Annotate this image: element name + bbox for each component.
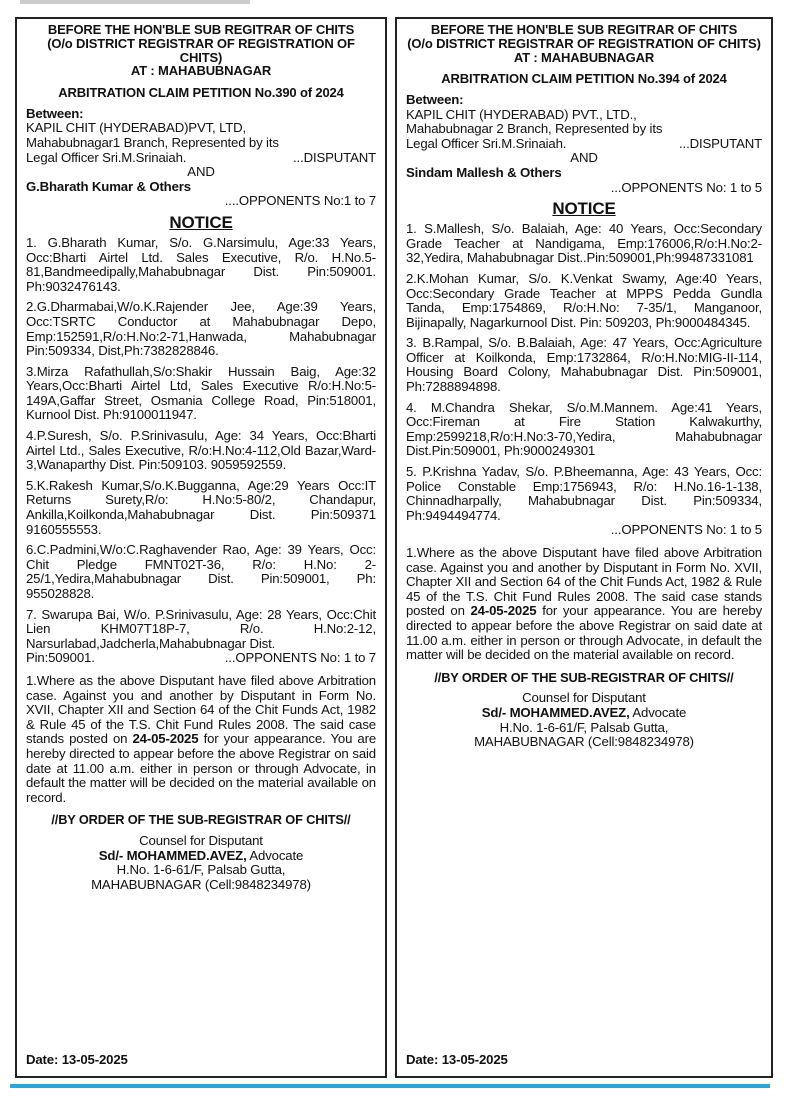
header-line: BEFORE THE HON'BLE SUB REGITRAR OF CHITS xyxy=(47,22,355,37)
opponent-item: 5. P.Krishna Yadav, S/o. P.Bheemanna, Age: 43 Years, Occ: Police Constable Emp:1756943, R/o: H.No.16-1-138, Chinnadharpally, Mahabubnagar Dist. Pin:509334, Ph:9494494774. xyxy=(406,464,762,523)
address-line: MAHABUBNAGAR (Cell:9848234978) xyxy=(474,734,694,750)
counsel-label: Counsel for Disputant xyxy=(139,832,263,848)
header-line: BEFORE THE HON'BLE SUB REGITRAR OF CHITS xyxy=(430,22,738,37)
counsel-label: Counsel for Disputant xyxy=(522,690,646,706)
header-line: AT : MAHABUBNAGAR xyxy=(513,49,655,65)
opponent-item-7-text: 7. Swarupa Bai, W/o. P.Srinivasulu, Age: 28 Years, Occ:Chit Lien KHM07T18P-7, R/o. H.No:2-12, Narsurlabad,Jadcherla,Mahabubnagar Dist. xyxy=(26,606,376,651)
advocate-title: Advocate xyxy=(249,847,304,863)
notice-title: NOTICE xyxy=(169,212,233,232)
opponent-item: 2.K.Mohan Kumar, S/o. K.Venkat Swamy, Age:40 Years, Occ:Secondary Grade Teacher at MPPS Pedda Gundla Tanda, Emp:1754869, R/o:H.No: 7-35/1, Manganoor, Bijinapally, Nagarkurnool Dist. Pin: 509203, Ph:9000484345. xyxy=(406,270,762,330)
between-label: Between: xyxy=(26,105,84,121)
signature-block xyxy=(406,691,762,749)
advocate-title: Advocate xyxy=(632,704,687,720)
claim-petition-number: ARBITRATION CLAIM PETITION No.390 of 2024 xyxy=(58,85,344,101)
order-line: //BY ORDER OF THE SUB-REGISTRAR OF CHITS// xyxy=(51,812,351,828)
disputant-officer: Legal Officer Sri.M.Srinaiah. xyxy=(26,149,187,165)
opponent-tag: ....OPPONENTS No:1 to 7 xyxy=(224,193,376,209)
advocate-line xyxy=(26,849,376,864)
advocate-name: Sd/- MOHAMMED.AVEZ, xyxy=(481,704,630,720)
address-line: H.No. 1-6-61/F, Palsab Gutta, xyxy=(116,862,286,878)
opponent-item-7-row xyxy=(26,651,376,666)
address-line: H.No. 1-6-61/F, Palsab Gutta, xyxy=(499,719,669,735)
disputant-tag: ...DISPUTANT xyxy=(293,149,376,165)
header-line: (O/o DISTRICT REGISTRAR OF REGISTRATION OF CHITS) xyxy=(47,35,355,65)
paragraph-part-b: for your appearance. You are hereby directed to appear before the above Registrar on said date at 11.00 a.m. either in person or through Advocate, in default the matter will be decided on the material available on record. xyxy=(26,731,377,805)
notice-title: NOTICE xyxy=(552,199,616,219)
advocate-name: Sd/- MOHAMMED.AVEZ, xyxy=(98,847,247,863)
hearing-date: 24-05-2025 xyxy=(132,731,199,747)
opponent-item: 4.P.Suresh, S/o. P.Srinivasulu, Age: 34 Years, Occ:Bharti Airtel Ltd., Sales Executive, R/o:H.No:4-112,Old Bazar,Ward-3,Wanaparthy Dist. Pin:509103. 9059592559. xyxy=(26,428,376,473)
claim-petition-number: ARBITRATION CLAIM PETITION No.394 of 2024 xyxy=(441,71,727,87)
between-label: Between: xyxy=(406,91,464,107)
notice-date: Date: 13-05-2025 xyxy=(406,1052,508,1068)
opponent-item: 1. S.Mallesh, S/o. Balaiah, Age: 40 Years, Occ:Secondary Grade Teacher at Nandigama, Emp:176006,R/o:H.No:2-32,Yedira, Mahabubnagar Dist..Pin:509001,Ph:99487331081 xyxy=(406,221,762,266)
court-header xyxy=(26,23,376,78)
opponent-name: Sindam Mallesh & Others xyxy=(406,164,562,180)
opponents-tag: ...OPPONENTS No: 1 to 5 xyxy=(610,522,762,538)
court-header xyxy=(406,23,762,64)
opponent-name: G.Bharath Kumar & Others xyxy=(26,178,191,194)
address-line: MAHABUBNAGAR (Cell:9848234978) xyxy=(91,876,311,892)
opponent-item: 4. M.Chandra Shekar, S/o.M.Mannem. Age:41 Years, Occ:Fireman at Fire Station Kalwakurthy, Emp:2599218,R/o:H.No:3-70,Yedira, Mahabubnagar Dist.Pin:509001, Ph:9000249301 xyxy=(406,399,762,459)
notice-paragraph xyxy=(406,546,762,663)
notice-date: Date: 13-05-2025 xyxy=(26,1052,128,1068)
header-line: (O/o DISTRICT REGISTRAR OF REGISTRATION OF CHITS) xyxy=(407,35,761,51)
opponents-tag: ...OPPONENTS No: 1 to 7 xyxy=(224,650,376,666)
header-line: AT : MAHABUBNAGAR xyxy=(130,63,272,79)
disputant-line: Mahabubnagar1 Branch, Represented by its xyxy=(26,134,279,150)
disputant-tag: ...DISPUTANT xyxy=(679,135,762,151)
disputant-line: KAPIL CHIT (HYDERABAD) PVT., LTD., xyxy=(406,106,637,122)
opponent-tag: ...OPPONENTS No: 1 to 5 xyxy=(610,179,762,195)
disputant-line: KAPIL CHIT (HYDERABAD)PVT, LTD, xyxy=(26,120,247,136)
top-edge-strip xyxy=(20,0,250,4)
and-separator: AND xyxy=(570,150,598,166)
signature-block xyxy=(26,834,376,892)
opponent-item: 2.G.Dharmabai,W/o.K.Rajender Jee, Age:39 Years, Occ:TSRTC Conductor at Mahabubnagar Depo, Emp:152591,R/o:H.No:2-71,Hanwada, Mahabubnagar Pin:509334, Dist,Ph:7382828846. xyxy=(26,299,376,359)
bottom-divider xyxy=(10,1084,770,1088)
disputant-officer: Legal Officer Sri.M.Srinaiah. xyxy=(406,135,567,151)
disputant-line: Mahabubnagar 2 Branch, Represented by its xyxy=(406,121,663,137)
notice-box-left xyxy=(15,17,387,1078)
opponent-item: 1. G.Bharath Kumar, S/o. G.Narsimulu, Age:33 Years, Occ:Bharti Airtel Ltd. Sales Executive, R/o. H.No.5-81,Bandmeedipally,Mahabubnagar Dist. Pin:509001. Ph:9032476143. xyxy=(26,234,376,294)
advocate-line xyxy=(406,706,762,721)
opponent-item: 6.C.Padmini,W/o:C.Raghavender Rao, Age: 39 Years, Occ: Chit Pledge FMNT02T-36, R/o: H.No: 2-25/1,Yedira,Mahabubnagar Dist. Pin:509001, Ph: 955028828. xyxy=(26,542,376,601)
opponent-item: 3.Mirza Rafathullah,S/o:Shakir Hussain Baig, Age:32 Years,Occ:Bharti Airtel Ltd, Sales Executive R/o:H.No:5-149A,Gaffar Street, Osmania College Road, Pin:518001, Kurnool Dist. Ph:9100011947. xyxy=(26,363,376,423)
paragraph-part-b: for your appearance. You are hereby directed to appear before the above Registrar on said date at 11.00 a.m. either in person or through Advocate, in default the matter will be decided on the material available on record. xyxy=(406,603,763,663)
paragraph-part-a: 1.Where as the above Disputant have filed above Arbitration case. Against you and another by Disputant in Form No. XVII, Chapter XII and Section 64 of the Chit Funds Act, 1982 & Rule 45 of the T.S. Chit Fund Rules 2008. The said case stands posted on xyxy=(406,545,762,619)
notice-paragraph xyxy=(26,674,376,805)
disputant-row xyxy=(406,137,762,152)
opponent-item: 3. B.Rampal, S/o. B.Balaiah, Age: 47 Years, Occ:Agriculture Officer at Koilkonda, Emp:1732864, R/o:H.No:MIG-II-114, Housing Board Colony, Mahabubnagar Dist. Pin:509001, Ph:7288894898. xyxy=(406,335,762,395)
opponent-item-7-pin: Pin:509001. xyxy=(26,650,95,666)
opponent-item-7 xyxy=(26,608,376,666)
order-line: //BY ORDER OF THE SUB-REGISTRAR OF CHITS// xyxy=(434,669,734,685)
disputant-row xyxy=(26,151,376,166)
notice-box-right xyxy=(395,17,773,1078)
and-separator: AND xyxy=(187,164,215,180)
hearing-date: 24-05-2025 xyxy=(470,603,537,619)
paragraph-part-a: 1.Where as the above Disputant have filed above Arbitration case. Against you and another by Disputant in Form No. XVII, Chapter XII and Section 64 of the Chit Funds Act, 1982 & Rule 45 of the T.S. Chit Fund Rules 2008. The said case stands posted on xyxy=(26,672,376,747)
opponent-item: 5.K.Rakesh Kumar,S/o.K.Bugganna, Age:29 Years Occ:IT Returns Surety,R/o: H.No:5-80/2, Chandapur, Ankilla,Koilkonda,Mahabubnagar Dist. Pin:509371 9160555553. xyxy=(26,477,376,537)
